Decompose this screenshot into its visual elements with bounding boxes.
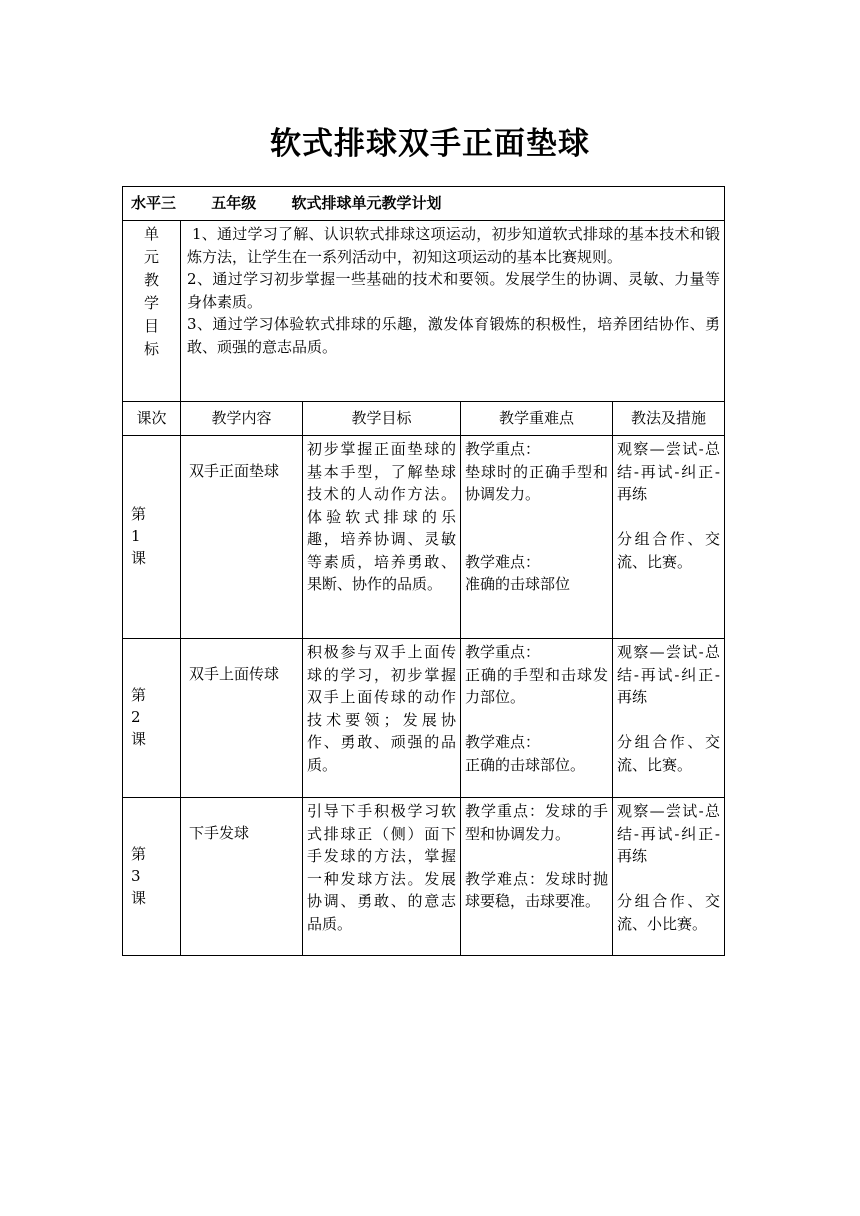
level-label: 水平三 bbox=[131, 194, 177, 213]
lesson-num-char: 第 bbox=[131, 686, 147, 704]
lesson-content: 双手正面垫球 bbox=[181, 436, 303, 639]
goal-item: 1、通过学习了解、认识软式排球这项运动，初步知道软式排球的基本技术和锻炼方法，让学生在一系列活动中，初知这项运动的基本比赛规则。 bbox=[187, 225, 720, 266]
lesson-methods: 观察—尝试-总结-再试-纠正-再练 分组合作、交流、比赛。 bbox=[613, 639, 725, 798]
table-row bbox=[123, 639, 725, 798]
goal-item: 2、通过学习初步掌握一些基础的技术和要领。发展学生的协调、灵敏、力量等身体素质。 bbox=[187, 270, 720, 311]
plan-info bbox=[123, 187, 725, 221]
lesson-num-char: 课 bbox=[131, 730, 147, 748]
table-header-row bbox=[123, 187, 725, 221]
lesson-num-char: 第 bbox=[131, 505, 147, 523]
table-row bbox=[123, 798, 725, 956]
goal-label-char: 元 bbox=[143, 248, 159, 266]
table-row bbox=[123, 436, 725, 639]
goal-label-char: 目 bbox=[143, 317, 159, 335]
col-key-points: 教学重难点 bbox=[461, 402, 613, 436]
lesson-num-char: 课 bbox=[131, 888, 147, 907]
column-header-row bbox=[123, 402, 725, 436]
lesson-number bbox=[123, 436, 181, 639]
grade-label: 五年级 bbox=[211, 194, 257, 213]
lesson-content: 双手上面传球 bbox=[181, 639, 303, 798]
lesson-methods: 观察—尝试-总结-再试-纠正-再练 分组合作、交流、比赛。 bbox=[613, 436, 725, 639]
unit-goals-label bbox=[123, 221, 181, 402]
lesson-objective: 引导下手积极学习软式排球正（侧）面下手发球的方法，掌握一种发球方法。发展协调、勇敢、的意志品质。 bbox=[303, 798, 461, 956]
lesson-num-char: 课 bbox=[131, 549, 147, 567]
goal-label-char: 单 bbox=[143, 225, 159, 243]
goal-item: 3、通过学习体验软式排球的乐趣，激发体育锻炼的积极性，培养团结协作、勇敢、顽强的意志品质。 bbox=[187, 315, 720, 356]
lesson-number bbox=[123, 639, 181, 798]
lesson-num-char: 1 bbox=[131, 527, 141, 545]
lesson-methods: 观察—尝试-总结-再试-纠正-再练 分组合作、交流、小比赛。 bbox=[613, 798, 725, 956]
unit-goals-text bbox=[181, 221, 725, 402]
col-methods: 教法及措施 bbox=[613, 402, 725, 436]
col-lesson: 课次 bbox=[123, 402, 181, 436]
plan-label: 软式排球单元教学计划 bbox=[291, 194, 442, 213]
teaching-plan-table bbox=[122, 186, 725, 956]
lesson-number bbox=[123, 798, 181, 956]
lesson-content: 下手发球 bbox=[181, 798, 303, 956]
unit-goals-row bbox=[123, 221, 725, 402]
lesson-num-char: 第 bbox=[131, 844, 147, 863]
lesson-key-points: 教学重点： 正确的手型和击球发力部位。 教学难点： 正确的击球部位。 bbox=[461, 639, 613, 798]
page-title: 软式排球双手正面垫球 bbox=[270, 126, 590, 162]
lesson-key-points: 教学重点： 垫球时的正确手型和协调发力。 教学难点： 准确的击球部位 bbox=[461, 436, 613, 639]
lesson-num-char: 2 bbox=[131, 708, 141, 726]
lesson-key-points: 教学重点：发球的手型和协调发力。 教学难点：发球时抛球要稳，击球要准。 bbox=[461, 798, 613, 956]
col-objective: 教学目标 bbox=[303, 402, 461, 436]
goal-label-char: 学 bbox=[143, 294, 159, 312]
goal-label-char: 标 bbox=[143, 340, 159, 358]
lesson-objective: 积极参与双手上面传球的学习，初步掌握双手上面传球的动作技术要领；发展协作、勇敢、顽强的品质。 bbox=[303, 639, 461, 798]
col-content: 教学内容 bbox=[181, 402, 303, 436]
lesson-objective: 初步掌握正面垫球的基本手型，了解垫球技术的人动作方法。体验软式排球的乐趣，培养协调、灵敏等素质，培养勇敢、果断、协作的品质。 bbox=[303, 436, 461, 639]
lesson-num-char: 3 bbox=[131, 866, 141, 885]
goal-label-char: 教 bbox=[143, 271, 159, 289]
